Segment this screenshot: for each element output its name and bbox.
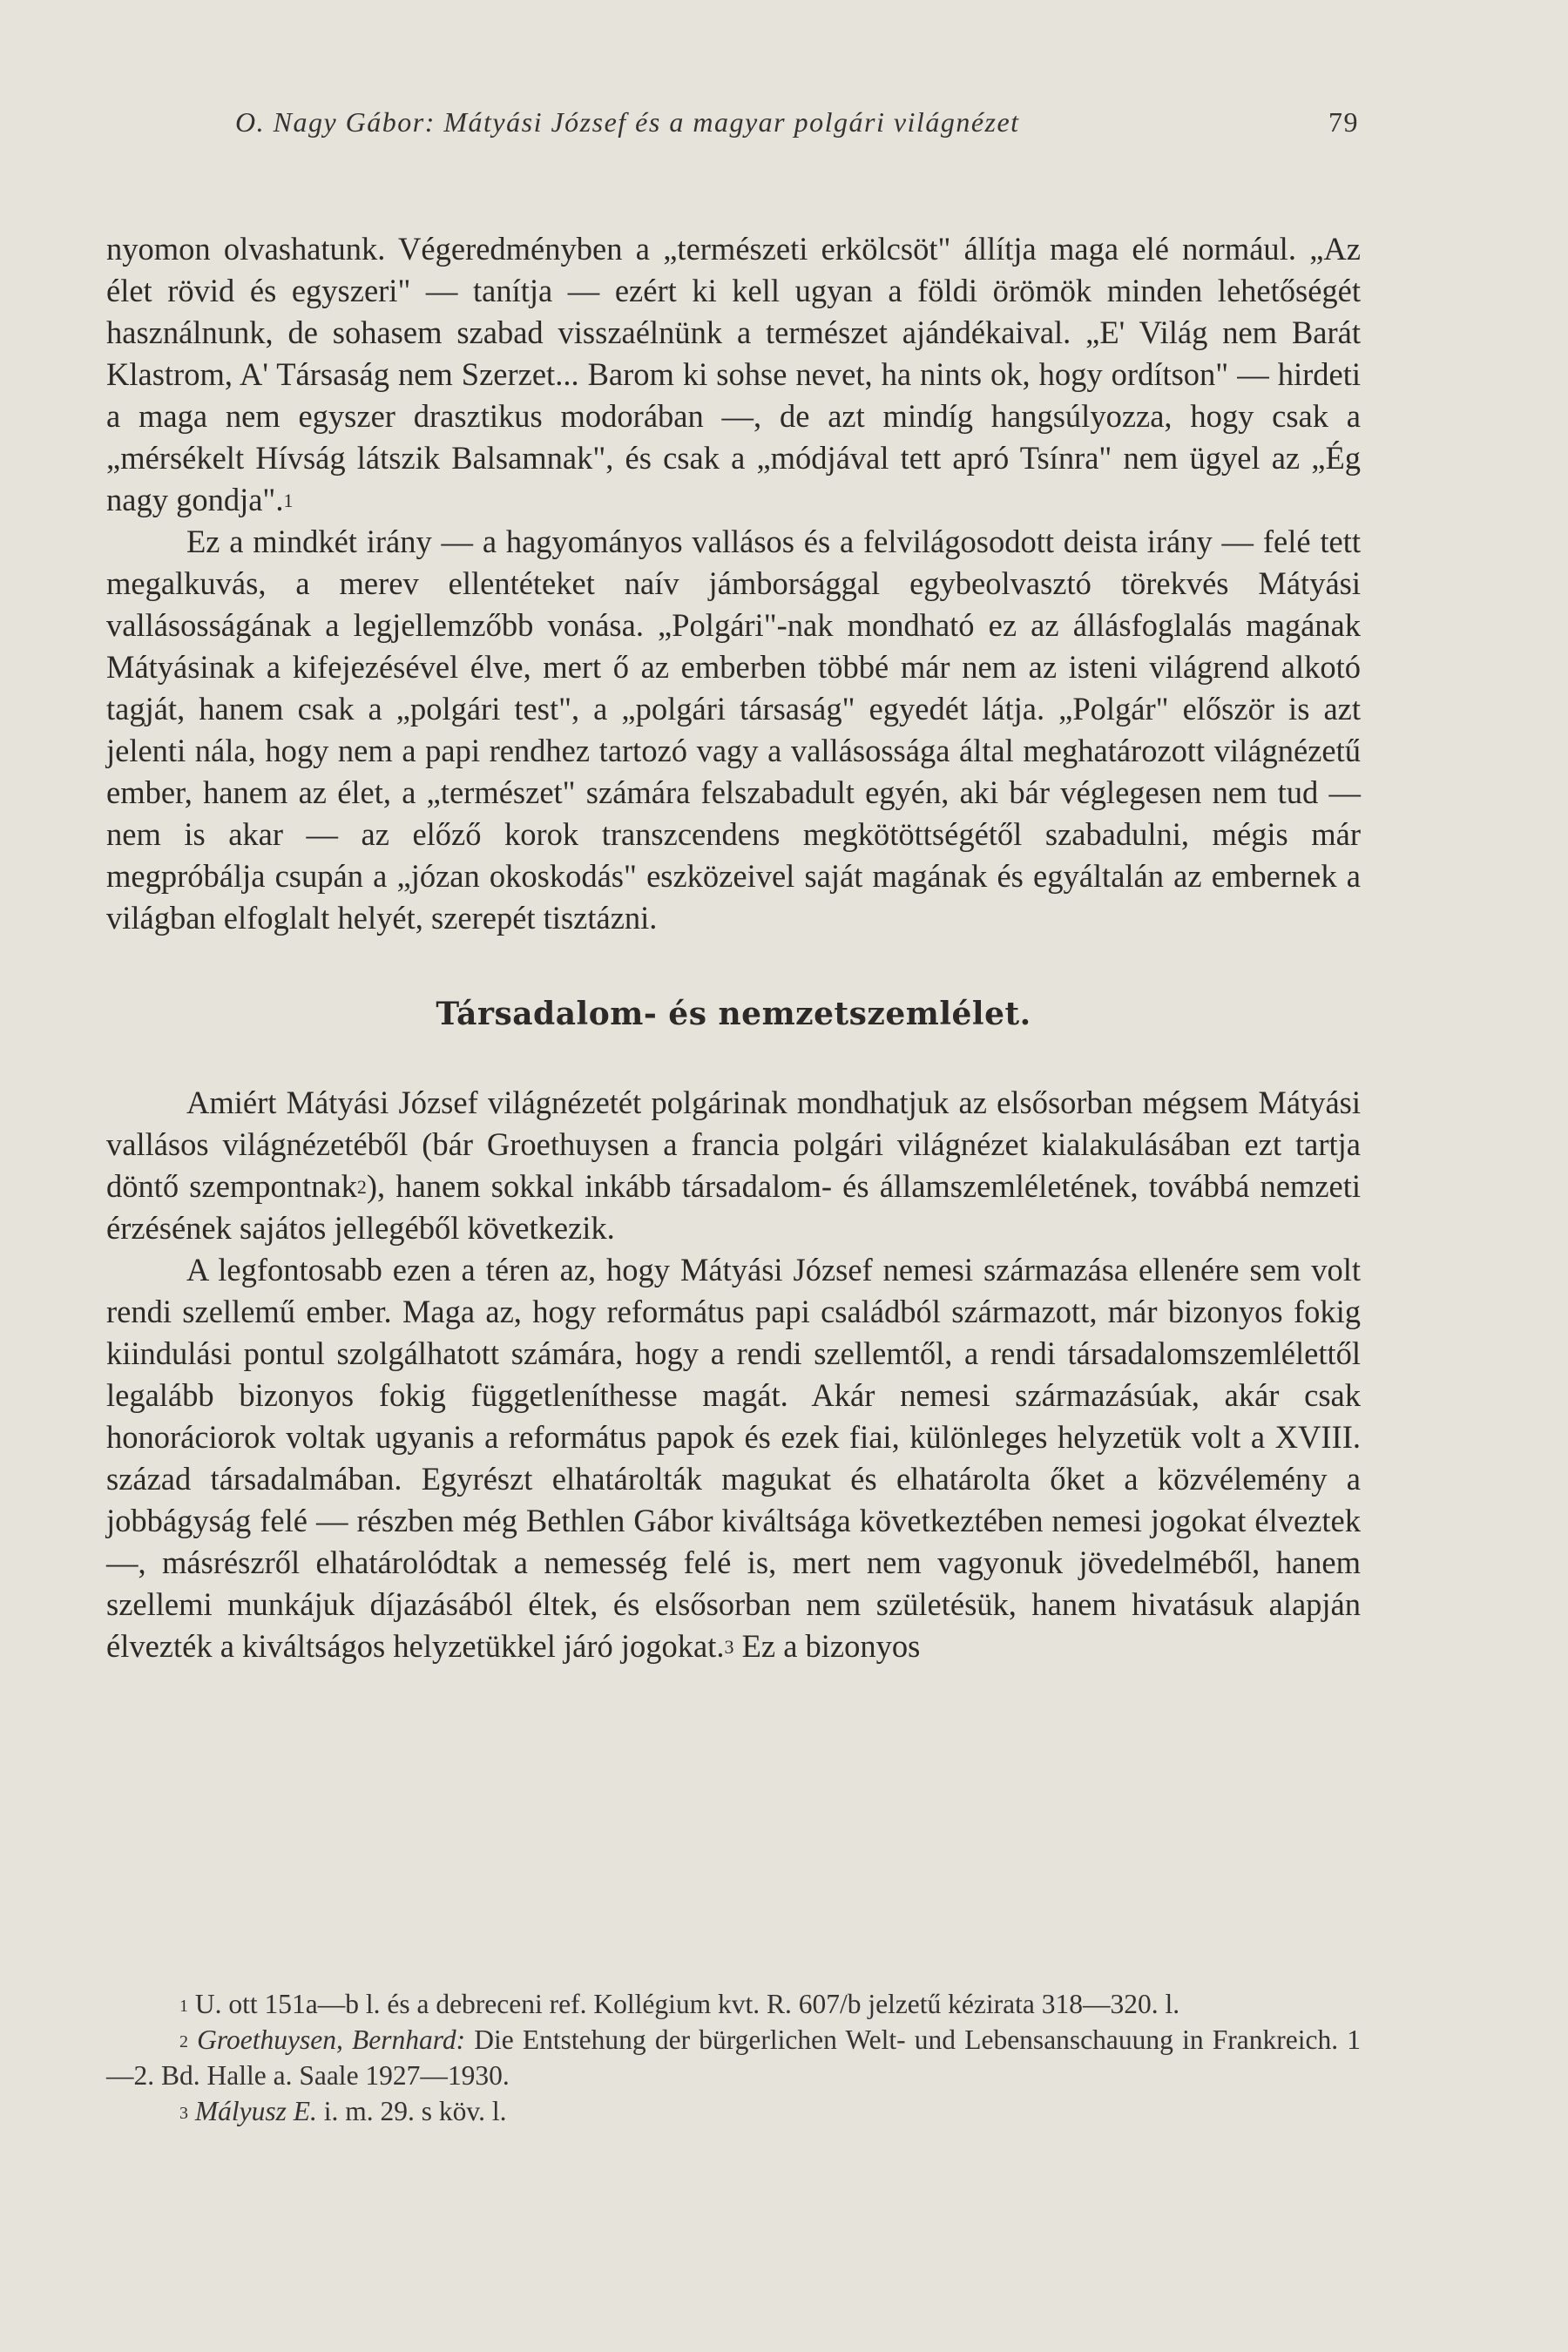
footnote-2-mark: 2 bbox=[179, 2032, 188, 2051]
paragraph-4-text-a: A legfontosabb ezen a téren az, hogy Mátyási József nemesi származása ellenére sem volt rendi szellemű ember. Maga az, hogy református papi családból származott, már bizonyos fokig kiindulási pontul szolgálhatott számára, hogy a rendi szellemtől, a rendi társadalomszemlélettől legalább bizonyos fokig függetleníthesse magát. Akár nemesi származásúak, akár csak honoráciorok voltak ugyanis a református papok és ezek fiai, különleges helyzetük volt a XVIII. század társadalmában. Egyrészt elhatárolták magukat és elhatárolta őket a közvélemény a jobbágyság felé — részben még Bethlen Gábor kiváltsága következtében nemesi jogokat élveztek —, másrészről elhatárolódtak a nemesség felé is, mert nem vagyonuk jövedelméből, hanem szellemi munkájuk díjazásából éltek, és elsősorban nem születésük, hanem hivatásuk alapján élvezték a kiváltságos helyzetükkel járó jogokat. bbox=[106, 1252, 1361, 1664]
paragraph-1-text: nyomon olvashatunk. Végeredményben a „természeti erkölcsöt" állítja maga elé normául. „Az élet rövid és egyszeri" — tanítja — ezért ki kell ugyan a földi örömök minden lehetőségét használnunk, de sohasem szabad visszaélnünk a természet ajándékaival. „E' Világ nem Barát Klastrom, A' Társaság nem Szerzet... Barom ki sohse nevet, ha nints ok, hogy ordítson" — hirdeti a maga nem egyszer drasztikus modorában —, de azt mindíg hangsúlyozza, hogy csak a „mérsékelt Hívság látszik Balsamnak", és csak a „módjával tett apró Tsínra" nem ügyel az „Ég nagy gondja". bbox=[106, 231, 1361, 517]
footnote-2-text: Die Entstehung der bürgerlichen Welt- und Lebensanschauung in Frankreich. 1—2. Bd. Halle a. Saale 1927—1930. bbox=[106, 2024, 1361, 2091]
footnote-ref-2: 2 bbox=[356, 1176, 367, 1198]
footnote-1 bbox=[106, 1986, 1361, 2022]
footnote-3-text: i. m. 29. s köv. l. bbox=[316, 2096, 507, 2126]
footnote-ref-1: 1 bbox=[283, 490, 294, 511]
footnote-2 bbox=[106, 2022, 1361, 2093]
footnote-2-author: Groethuysen, Bernhard: bbox=[188, 2024, 466, 2055]
footnote-1-text: U. ott 151a—b l. és a debreceni ref. Kollégium kvt. R. 607/b jelzetű kézirata 318—320. l. bbox=[188, 1989, 1180, 2019]
footnote-3-author: Mályusz E. bbox=[188, 2096, 317, 2126]
running-header bbox=[235, 106, 1359, 139]
footnote-3 bbox=[106, 2093, 1361, 2129]
footnote-1-mark: 1 bbox=[179, 1997, 188, 2016]
section-heading: Társadalom- és nemzetszemlélet. bbox=[436, 996, 1031, 1032]
paragraph-3-text-b: ), hanem sokkal inkább társadalom- és államszemléletének, továbbá nemzeti érzésének sajátos jellegéből következik. bbox=[106, 1168, 1361, 1246]
paragraph-1 bbox=[106, 228, 1361, 521]
footnote-ref-3: 3 bbox=[724, 1636, 734, 1658]
paragraph-3-text-a: Amiért Mátyási József világnézetét polgárinak mondhatjuk az elsősorban mégsem Mátyási vallásos világnézetéből (bár Groethuysen a francia polgári világnézet kialakulásában ezt tartja döntő szempontnak bbox=[106, 1085, 1361, 1204]
paragraph-4-text-b: Ez a bizonyos bbox=[733, 1628, 921, 1664]
paragraph-3 bbox=[106, 1082, 1361, 1249]
footnote-3-mark: 3 bbox=[179, 2104, 188, 2123]
footnotes bbox=[106, 1986, 1361, 2129]
running-title: O. Nagy Gábor: Mátyási József és a magyar polgári világnézet bbox=[235, 106, 1020, 138]
paragraph-4 bbox=[106, 1249, 1361, 1667]
main-text bbox=[106, 228, 1361, 1667]
page-number: 79 bbox=[1328, 106, 1359, 138]
paragraph-2: Ez a mindkét irány — a hagyományos vallásos és a felvilágosodott deista irány — felé tett megalkuvás, a merev ellentéteket naív jámborsággal egybeolvasztó törekvés Mátyási vallásosságának a legjellemzőbb vonása. „Polgári"-nak mondható ez az állásfoglalás magának Mátyásinak a kifejezésével élve, mert ő az emberben többé már nem az isteni világrend alkotó tagját, hanem csak a „polgári test", a „polgári társaság" egyedét látja. „Polgár" először is azt jelenti nála, hogy nem a papi rendhez tartozó vagy a vallásossága által meghatározott világnézetű ember, hanem az élet, a „természet" számára felszabadult egyén, aki bár véglegesen nem tud — nem is akar — az előző korok transzcendens megkötöttségétől szabadulni, mégis már megpróbálja csupán a „józan okoskodás" eszközeivel saját magának és egyáltalán az embernek a világban elfoglalt helyét, szerepét tisztázni. bbox=[106, 524, 1361, 936]
